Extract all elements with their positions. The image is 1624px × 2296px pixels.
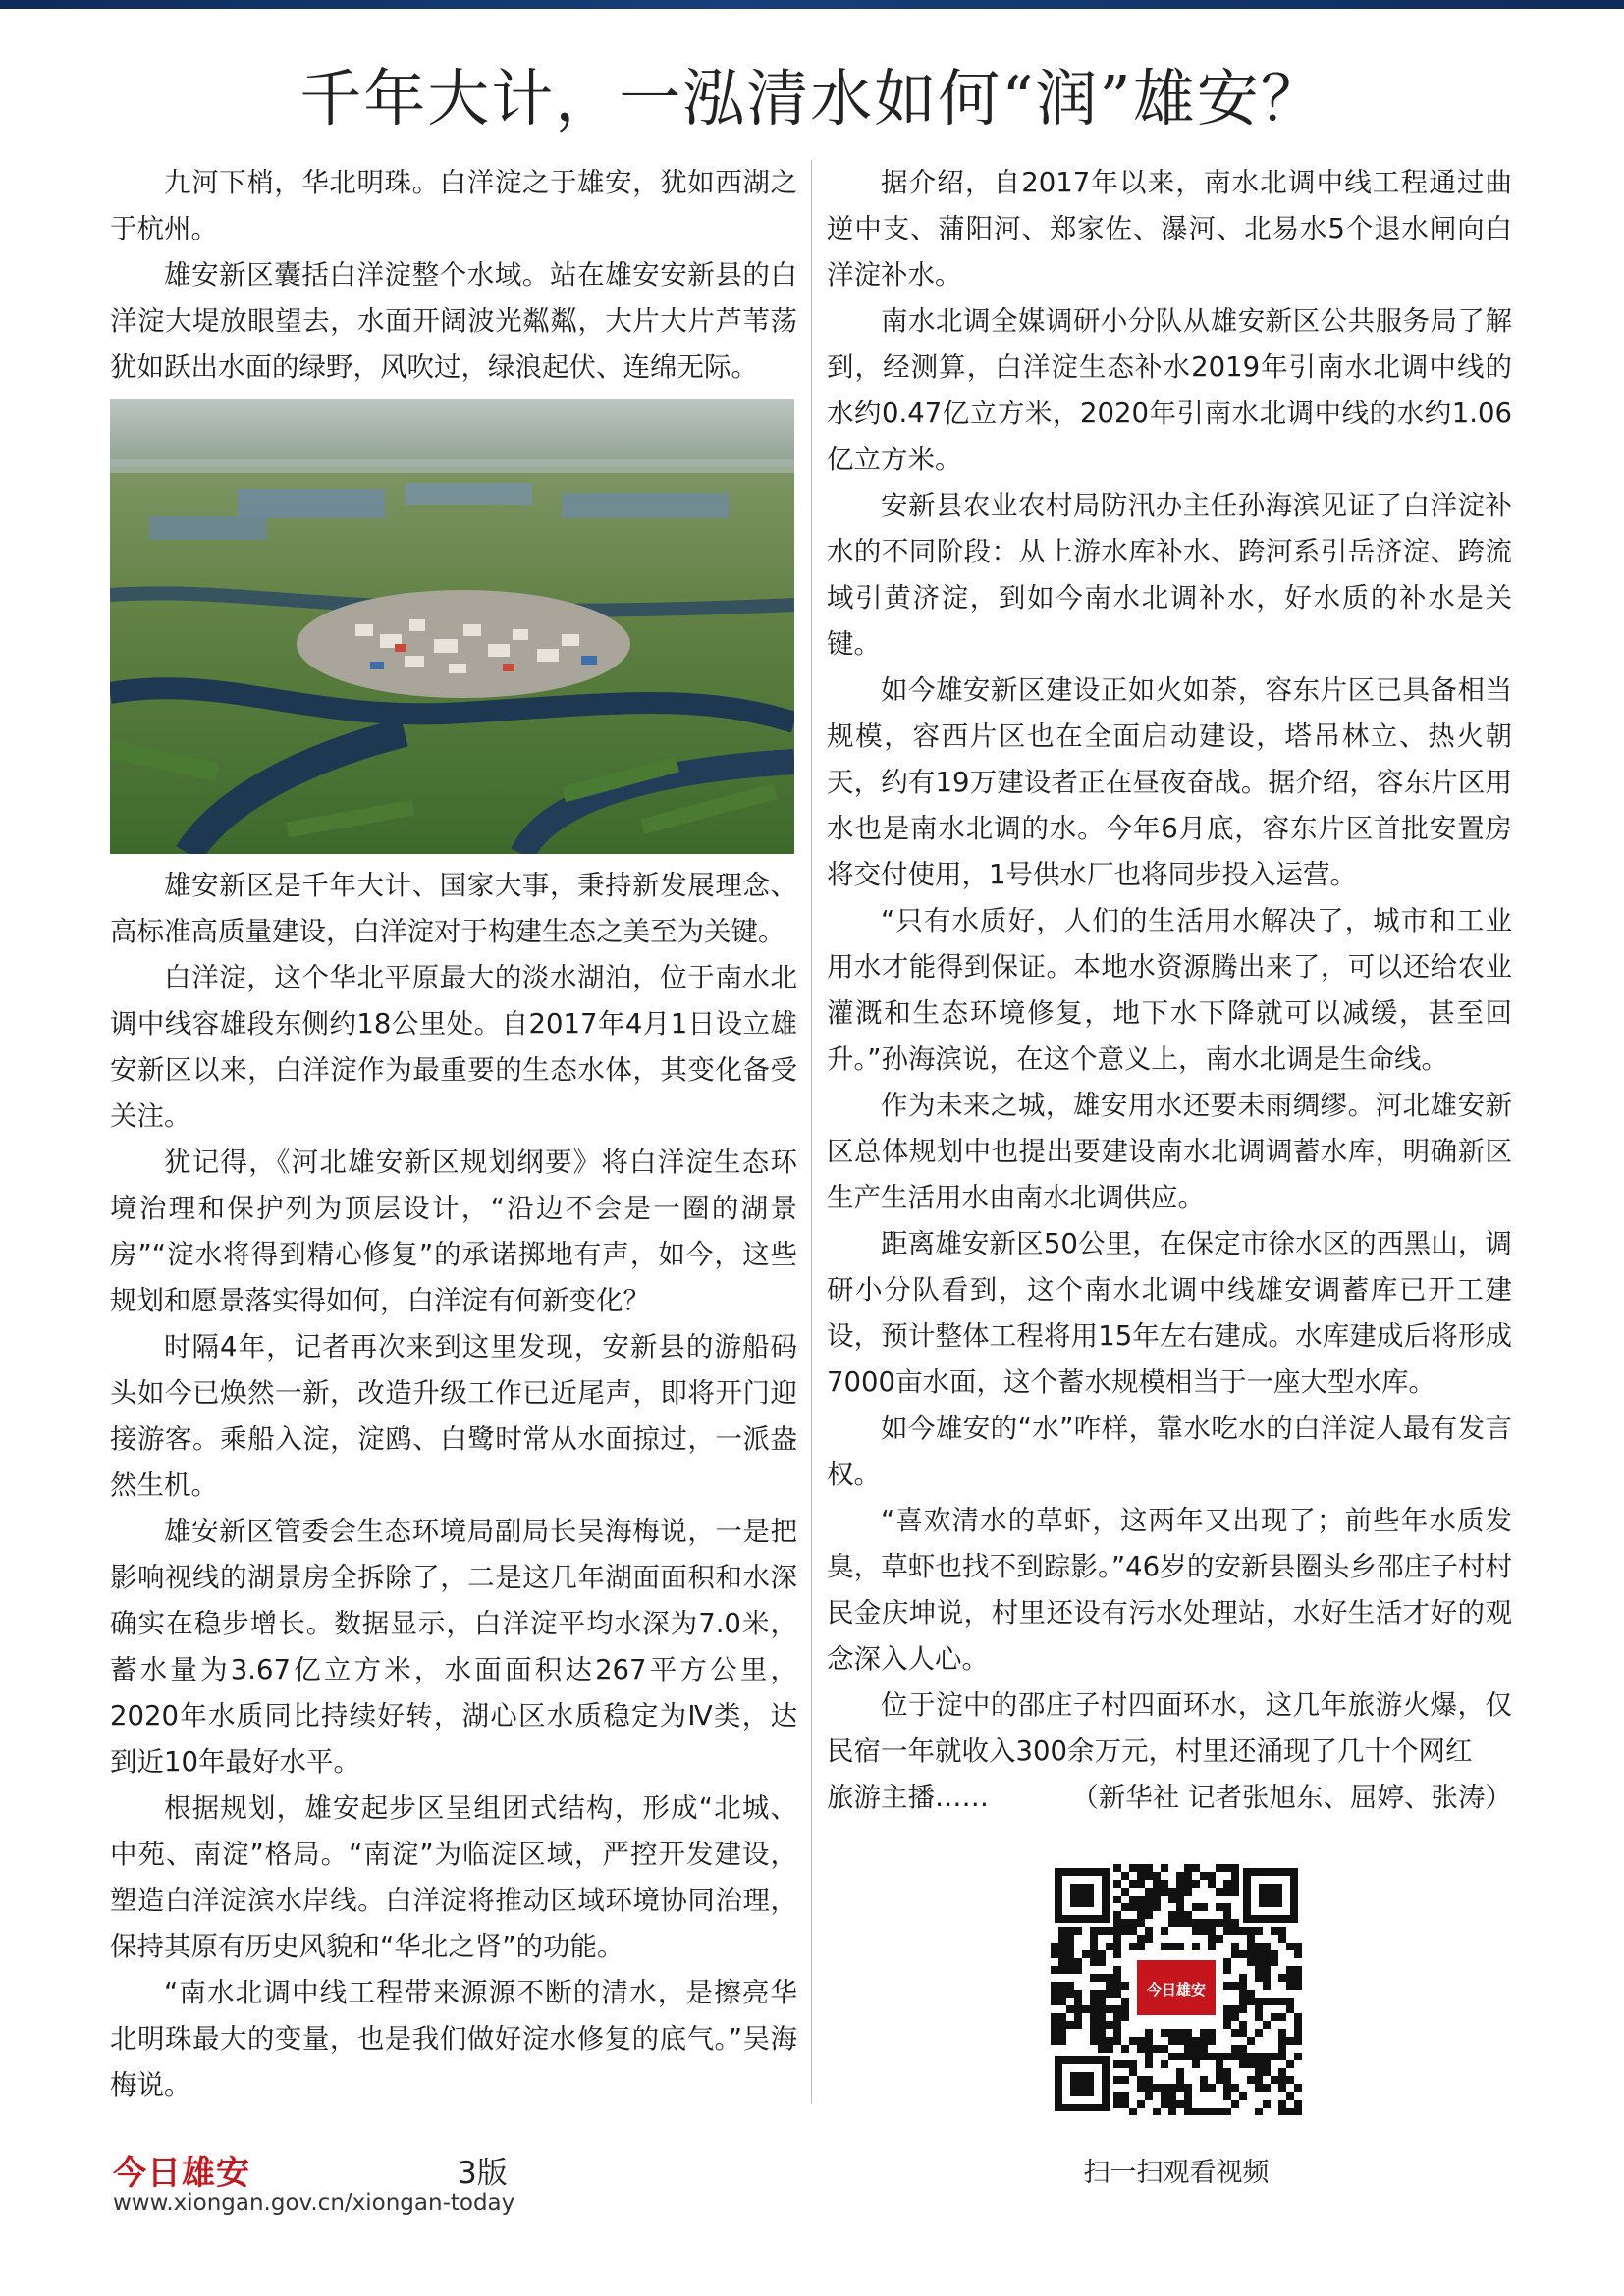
paragraph: 如今雄安新区建设正如火如荼，容东片区已具备相当规模，容西片区也在全面启动建设，塔吊林立、热火朝天，约有19万建设者正在昼夜奋战。据介绍，容东片区用水也是南水北调的水。今年6月底，容东片区首批安置房将交付使用，1号供水厂也将同步投入运营。 <box>827 674 1512 890</box>
qr-code[interactable] <box>1051 1864 1302 2115</box>
top-banner-bar <box>0 0 1624 9</box>
aerial-photo-baiyangdian <box>110 399 794 854</box>
right-column <box>827 160 1512 2196</box>
byline <box>827 1775 1512 1821</box>
paragraph: “只有水质好，人们的生活用水解决了，城市和工业用水才能得到保证。本地水资源腾出来了，可以还给农业灌溉和生态环境修复，地下水下降就可以减缓，甚至回升。”孙海滨说，在这个意义上，南水北调是生命线。 <box>827 905 1512 1075</box>
paragraph: 南水北调全媒调研小分队从雄安新区公共服务局了解到，经测算，白洋淀生态补水2019年引南水北调中线的水约0.47亿立方米，2020年引南水北调中线的水约1.06亿立方米。 <box>827 305 1512 475</box>
paragraph: 雄安新区囊括白洋淀整个水域。站在雄安安新县的白洋淀大堤放眼望去，水面开阔波光粼粼，大片大片芦苇荡犹如跃出水面的绿野，风吹过，绿浪起伏、连绵无际。 <box>110 259 797 383</box>
paragraph: 白洋淀，这个华北平原最大的淡水湖泊，位于南水北调中线容雄段东侧约18公里处。自2017年4月1日设立雄安新区以来，白洋淀作为最重要的生态水体，其变化备受关注。 <box>110 962 797 1132</box>
paragraph: “喜欢清水的草虾，这两年又出现了；前些年水质发臭，草虾也找不到踪影。”46岁的安新县圈头乡邵庄子村村民金庆坤说，村里还设有污水处理站，水好生活才好的观念深入人心。 <box>827 1505 1512 1675</box>
paragraph: 据介绍，自2017年以来，南水北调中线工程通过曲逆中支、蒲阳河、郑家佐、瀑河、北易水5个退水闸向白洋淀补水。 <box>827 167 1512 291</box>
footer-url[interactable]: www.xiongan.gov.cn/xiongan-today <box>113 2190 515 2216</box>
qr-caption: 扫一扫观看视频 <box>1083 2158 1270 2188</box>
paragraph: 位于淀中的邵庄子村四面环水，这几年旅游火爆，仅民宿一年就收入300余万元，村里还涌现了几十个网红 <box>827 1689 1512 1767</box>
article-title: 千年大计，一泓清水如何“润”雄安？ <box>299 63 1325 134</box>
paragraph: 距离雄安新区50公里，在保定市徐水区的西黑山，调研小分队看到，这个南水北调中线雄安调蓄库已开工建设，预计整体工程将用15年左右建成。水库建成后将形成7000亩水面，这个蓄水规模相当于一座大型水库。 <box>827 1228 1512 1398</box>
paragraph: 犹记得，《河北雄安新区规划纲要》将白洋淀生态环境治理和保护列为顶层设计，“沿边不会是一圈的湖景房”“淀水将得到精心修复”的承诺掷地有声，如今，这些规划和愿景落实得如何，白洋淀有何新变化？ <box>110 1147 797 1316</box>
paragraph: “南水北调中线工程带来源源不断的清水，是擦亮华北明珠最大的变量，也是我们做好淀水修复的底气。”吴海梅说。 <box>110 1977 797 2101</box>
paragraph: 雄安新区是千年大计、国家大事，秉持新发展理念、高标准高质量建设，白洋淀对于构建生态之美至为关键。 <box>110 870 797 947</box>
paragraph: 安新县农业农村局防汛办主任孙海滨见证了白洋淀补水的不同阶段：从上游水库补水、跨河系引岳济淀、跨流域引黄济淀，到如今南水北调补水，好水质的补水是关键。 <box>827 490 1512 660</box>
column-divider <box>811 160 812 2104</box>
paragraph: 九河下梢，华北明珠。白洋淀之于雄安，犹如西湖之于杭州。 <box>110 167 797 244</box>
left-column <box>110 160 797 2109</box>
page-number: 3版 <box>458 2156 508 2191</box>
paragraph: 如今雄安的“水”咋样，靠水吃水的白洋淀人最有发言权。 <box>827 1413 1512 1490</box>
paragraph: 根据规划，雄安起步区呈组团式结构，形成“北城、中苑、南淀”格局。“南淀”为临淀区域，严控开发建设，塑造白洋淀滨水岸线。白洋淀将推动区域环境协同治理，保持其原有历史风貌和“华北之肾”的功能。 <box>110 1792 797 1962</box>
qr-code-block <box>1051 1864 1302 2196</box>
paragraph: 作为未来之城，雄安用水还要未雨绸缪。河北雄安新区总体规划中也提出要建设南水北调调蓄水库，明确新区生产生活用水由南水北调供应。 <box>827 1090 1512 1213</box>
paragraph: 时隔4年，记者再次来到这里发现，安新县的游船码头如今已焕然一新，改造升级工作已近尾声，即将开门迎接游客。乘船入淀，淀鸥、白鹭时常从水面掠过，一派盎然生机。 <box>110 1331 797 1501</box>
byline-credit: （新华社 记者张旭东、屈婷、张涛） <box>1071 1782 1512 1813</box>
footer-logo: 今日雄安 <box>113 2154 250 2193</box>
byline-lead: 旅游主播…… <box>827 1782 989 1813</box>
qr-logo-text: 今日雄安 <box>1146 1981 1207 1999</box>
paragraph: 雄安新区管委会生态环境局副局长吴海梅说，一是把影响视线的湖景房全拆除了，二是这几年湖面面积和水深确实在稳步增长。数据显示，白洋淀平均水深为7.0米，蓄水量为3.67亿立方米，水面面积达267平方公里，2020年水质同比持续好转，湖心区水质稳定为Ⅳ类，达到近10年最好水平。 <box>110 1516 797 1778</box>
